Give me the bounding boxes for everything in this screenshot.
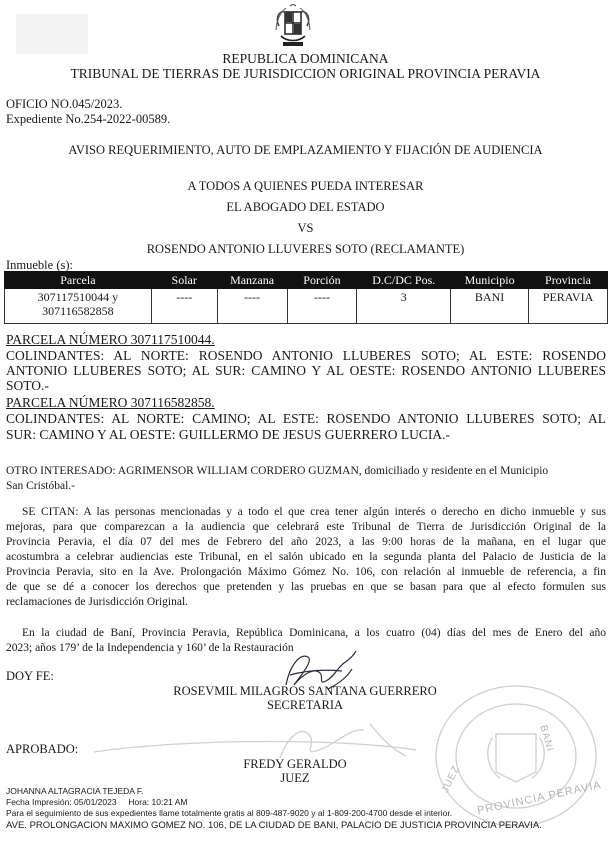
seal-text-left: JUEZ xyxy=(440,763,463,795)
oficio-number: OFICIO NO.045/2023. xyxy=(6,97,123,111)
footer-address: AVE. PROLONGACION MAXIMO GOMEZ NO. 106, DE LA CIUDAD DE BANI, PALACIO DE JUSTICIA PROVINCIA PERAVIA. xyxy=(6,820,542,831)
parcela1-heading: PARCELA NÚMERO 307117510044. xyxy=(6,332,215,347)
parcela1-line: SOTO.- xyxy=(6,378,49,393)
secretary-role: SECRETARIA xyxy=(266,698,344,712)
inmueble-table xyxy=(4,271,608,324)
citan-line: reclamaciones de Jurisdicción Original. xyxy=(6,596,189,608)
parcela1-line: COLINDANTES: AL NORTE: ROSENDO ANTONIO LLUBERES SOTO; AL ESTE: ROSENDO xyxy=(6,348,606,363)
citan-line: mejoras, para que comparezcan a la audiencia que celebrará este Tribunal de Tierra de Jurisdicción Original de la xyxy=(6,521,606,533)
seal-text-right: BANI xyxy=(537,724,556,754)
otro-interesado-line: San Cristóbal.- xyxy=(6,480,75,492)
table-cell: ---- xyxy=(151,289,217,324)
citan-line: de que se dé a conocer los derechos que pretenden y las pruebas en que se basan para que al efecto formulen sus xyxy=(6,581,606,593)
citan-line: Provincia Peravia, sito en la Ave. Prolongación Máximo Gómez No. 106, con relación al inmueble de referencia, a fin xyxy=(6,566,606,578)
city-date-line: 2023; años 179’ de la Independencia y 160’ de la Restauración xyxy=(6,642,294,654)
defendant-line: ROSENDO ANTONIO LLUVERES SOTO (RECLAMANTE) xyxy=(146,242,465,256)
to-all-line: A TODOS A QUIENES PUEDA INTERESAR xyxy=(187,179,424,193)
footer-print-date: Fecha Impresión: 05/01/2023 Hora: 10:21 AM xyxy=(6,797,188,807)
seal-text-bottom: PROVINCIA PERAVIA xyxy=(476,778,603,818)
country-heading: REPUBLICA DOMINICANA xyxy=(222,51,389,66)
redacted-area xyxy=(16,14,88,54)
parcela1-line: ANTONIO LLUBERES SOTO; AL SUR: CAMINO Y AL OESTE: ROSENDO ANTONIO LLUBERES xyxy=(6,363,606,378)
table-header-row xyxy=(5,272,608,289)
aprobado-label: APROBADO: xyxy=(6,742,79,756)
parcela2-line: SUR: CAMINO Y AL OESTE: GUILLERMO DE JESUS GUERRERO LUCIA.- xyxy=(6,427,451,442)
col-header: Solar xyxy=(151,272,217,289)
document-title: AVISO REQUERIMIENTO, AUTO DE EMPLAZAMIENTO Y FIJACIÓN DE AUDIENCIA xyxy=(68,143,543,157)
judge-name: FREDY GERALDO xyxy=(243,757,347,771)
table-cell: ---- xyxy=(287,289,357,324)
inmueble-label: Inmueble (s): xyxy=(6,258,73,272)
col-header: Provincia xyxy=(529,272,608,289)
judge-role: JUEZ xyxy=(280,771,310,785)
expediente-number: Expediente No.254-2022-00589. xyxy=(6,112,171,126)
coat-of-arms-icon xyxy=(273,4,313,50)
table-row xyxy=(5,289,608,324)
table-cell: 307117510044 y 307116582858 xyxy=(5,289,152,324)
secretary-name: ROSEVMIL MILAGROS SANTANA GUERRERO xyxy=(173,684,437,698)
table-cell: BANI xyxy=(451,289,529,324)
otro-interesado-line: OTRO INTERESADO: AGRIMENSOR WILLIAM CORDERO GUZMAN, domiciliado y residente en el Municipio xyxy=(6,465,549,477)
city-date-line: En la ciudad de Baní, Provincia Peravia, República Dominicana, a los cuatro (04) días del mes de Enero del año xyxy=(22,627,606,639)
tribunal-heading: TRIBUNAL DE TIERRAS DE JURISDICCION ORIGINAL PROVINCIA PERAVIA xyxy=(70,66,541,81)
parcela2-line: COLINDANTES: AL NORTE: CAMINO; AL ESTE: ROSENDO ANTONIO LLUBERES SOTO; AL xyxy=(6,411,606,426)
footer-help-line: Para el seguimiento de sus expedientes llame totalmente gratis al 809-487-9020 y al 1-809-200-4700 desde el interior. xyxy=(6,808,453,818)
table-cell: PERAVIA xyxy=(529,289,608,324)
citan-line: acostumbra a celebrar audiencias este Tribunal, en el salón ubicado en la segunda planta del Palacio de Justicia de la xyxy=(6,551,606,563)
col-header: D.C/DC Pos. xyxy=(357,272,451,289)
footer-author: JOHANNA ALTAGRACIA TEJEDA F. xyxy=(6,786,144,796)
citan-line: SE CITAN: A las personas mencionadas y a todo el que crea tener algún interés o derecho en dicho inmueble y sus xyxy=(22,506,606,518)
doy-fe-label: DOY FE: xyxy=(6,669,54,683)
table-cell: ---- xyxy=(217,289,287,324)
plaintiff-line: EL ABOGADO DEL ESTADO xyxy=(226,200,385,214)
citan-line: Provincia Peravia, el día 07 del mes de Febrero del año 2023, a las 9:00 horas de la mañana, en el lugar que xyxy=(6,536,606,548)
vs-line: VS xyxy=(297,221,314,235)
parcela2-heading: PARCELA NÚMERO 307116582858. xyxy=(6,395,215,410)
col-header: Municipio xyxy=(451,272,529,289)
col-header: Parcela xyxy=(5,272,152,289)
col-header: Porción xyxy=(287,272,357,289)
col-header: Manzana xyxy=(217,272,287,289)
table-cell: 3 xyxy=(357,289,451,324)
